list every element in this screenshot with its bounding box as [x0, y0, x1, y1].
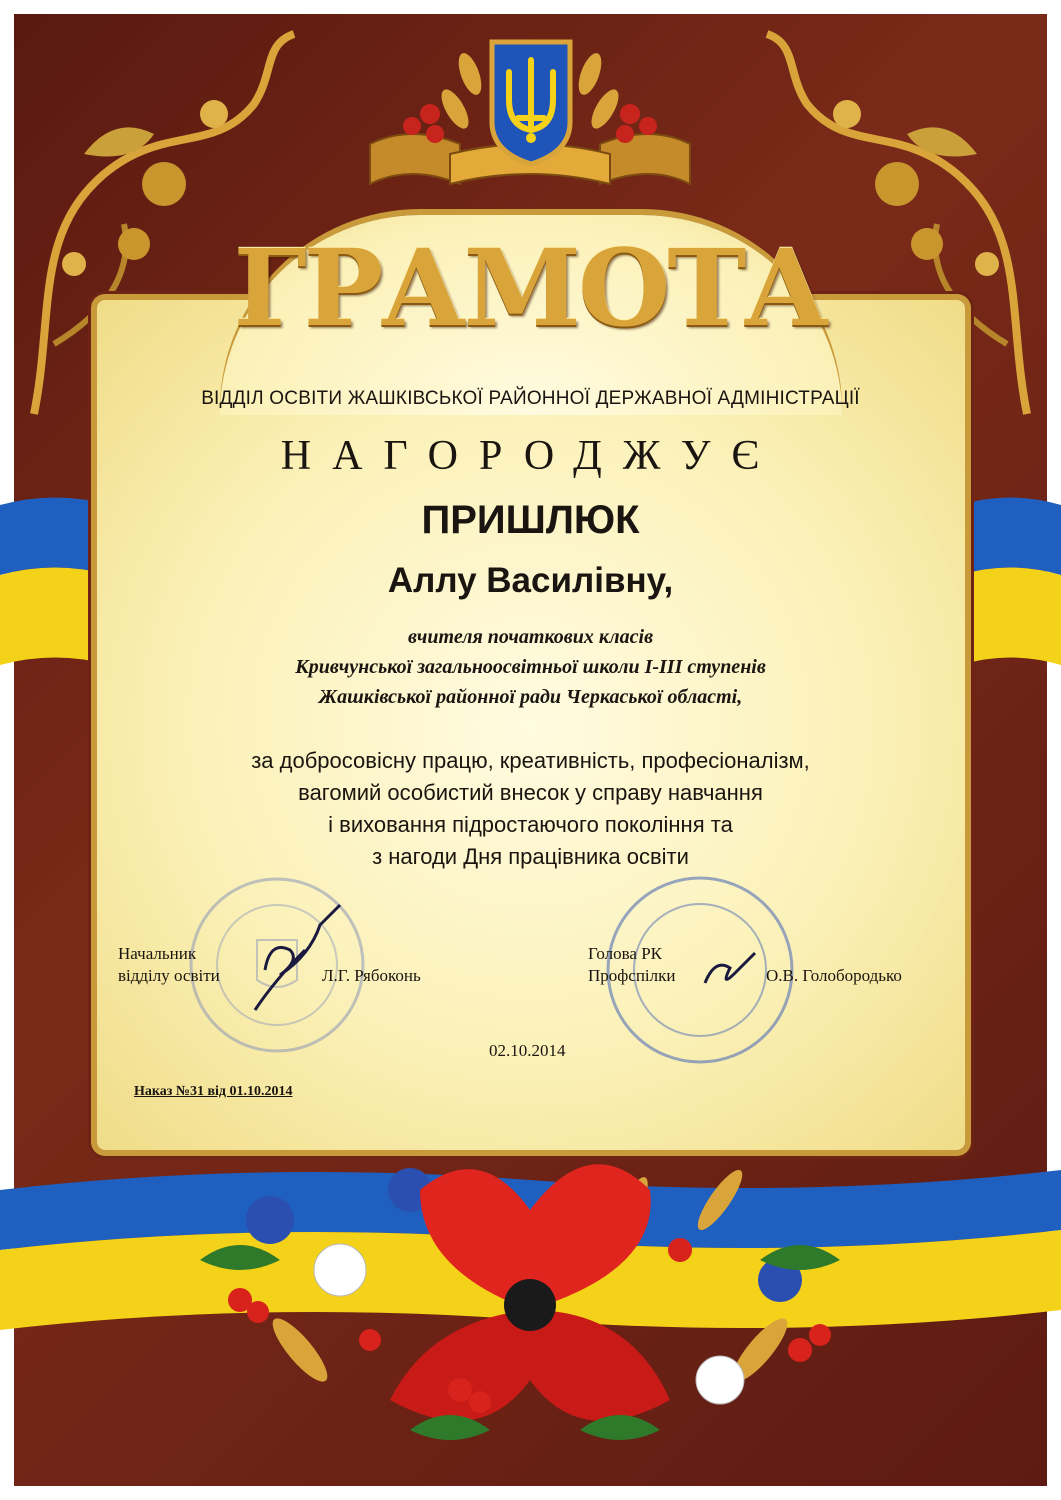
reason-line: з нагоди Дня працівника освіти — [372, 844, 689, 869]
awards-word: НАГОРОДЖУЄ — [280, 433, 781, 479]
poppy-bouquet-icon — [160, 1130, 900, 1470]
signature-left-icon — [245, 900, 345, 1020]
left-signatory-title: відділу освіти — [118, 966, 220, 985]
award-date: 02.10.2014 — [489, 1041, 566, 1060]
left-signatory-title: Начальник — [118, 944, 197, 963]
position-line: Кривчунської загальноосвітньої школи І-ІІІ ступенів — [295, 656, 766, 678]
recipient-surname: ПРИШЛЮК — [421, 498, 640, 542]
position-line: Жашківської районної ради Черкаської області, — [318, 686, 743, 708]
signature-right-icon — [700, 948, 760, 998]
reason-line: за добросовісну працю, креативність, професіоналізм, — [251, 748, 810, 773]
right-signatory-title: Голова РК — [588, 944, 662, 963]
certificate-title: ГРАМОТА — [233, 225, 827, 350]
issuer-line: ВІДДІЛ ОСВІТИ ЖАШКІВСЬКОЇ РАЙОННОЇ ДЕРЖАВНОЇ АДМІНІСТРАЦІЇ — [201, 388, 860, 409]
right-signatory-name: О.В. Голобородько — [766, 966, 902, 985]
position-line: вчителя початкових класів — [407, 626, 654, 648]
trident-emblem-icon — [488, 38, 574, 168]
recipient-name: Аллу Василівну, — [387, 561, 674, 600]
reason-line: вагомий особистий внесок у справу навчання — [298, 780, 763, 805]
left-signatory-name: Л.Г. Рябоконь — [322, 966, 421, 985]
order-reference: Наказ №31 від 01.10.2014 — [134, 1084, 293, 1099]
right-signatory-title: Профспілки — [588, 966, 676, 985]
reason-line: і виховання підростаючого покоління та — [328, 812, 733, 837]
